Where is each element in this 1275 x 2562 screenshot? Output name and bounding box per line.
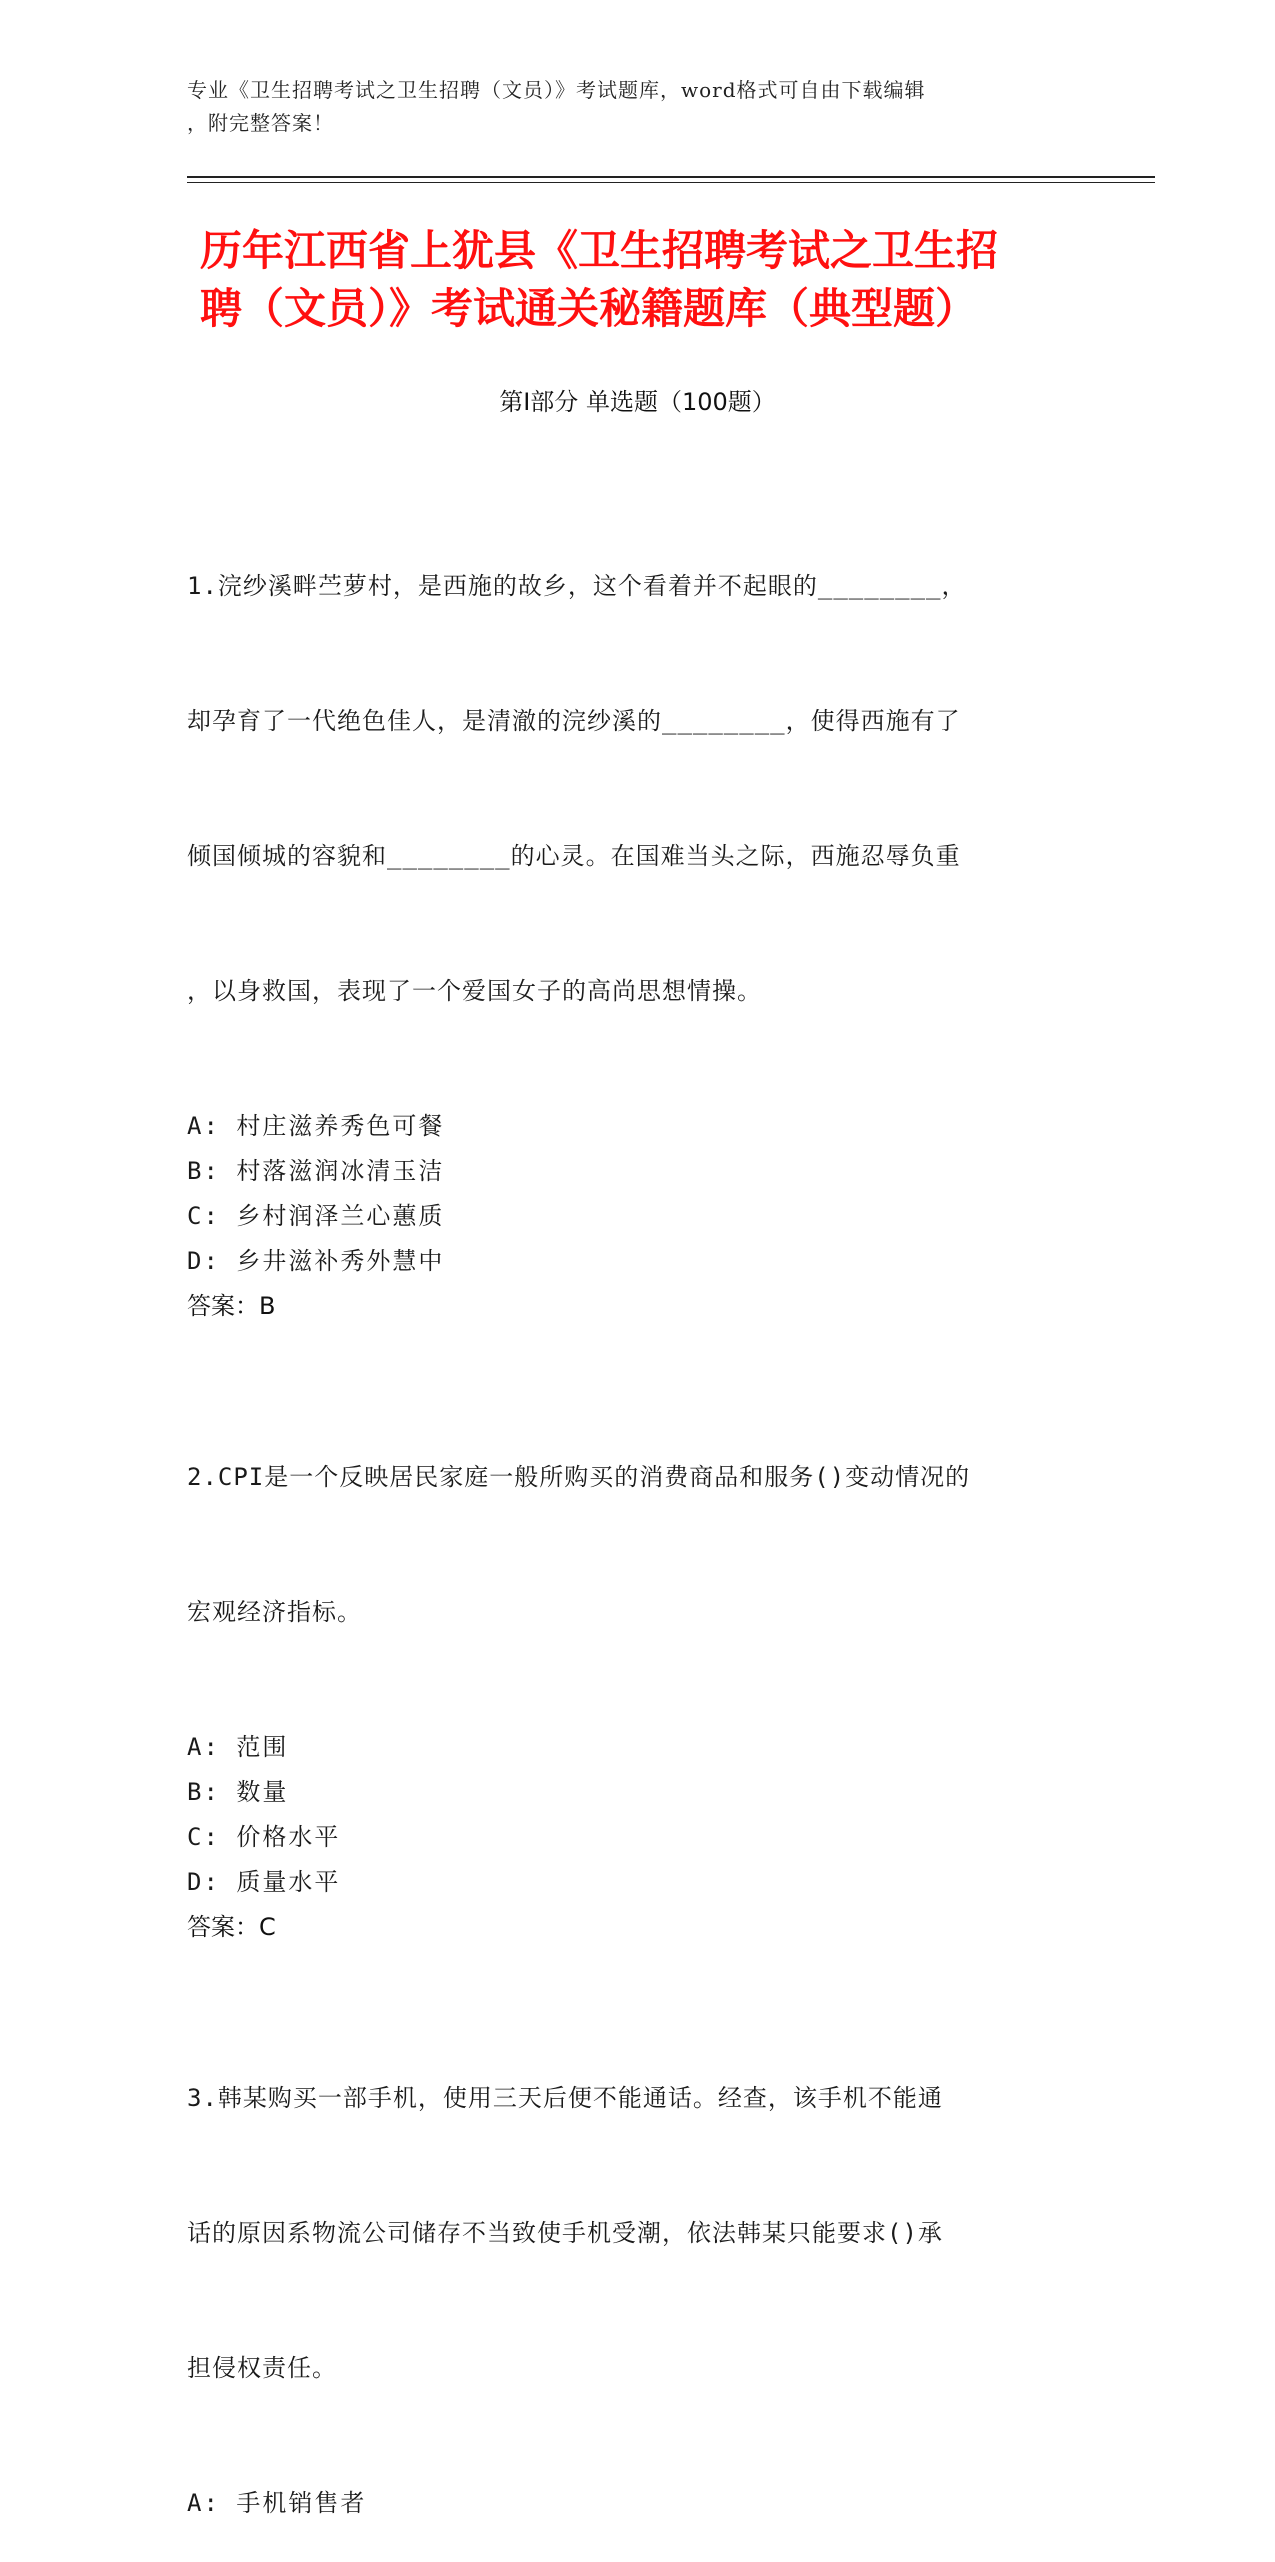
question-list [187, 474, 1087, 2562]
question-3-text [187, 1986, 1087, 2481]
page-title [200, 222, 1080, 338]
question-text-line: 宏观经济指标。 [187, 1598, 362, 1626]
question-2-option-a: A: 范围 [187, 1733, 289, 1761]
question-text-line: ，以身救国，表现了一个爱国女子的高尚思想情操。 [187, 977, 762, 1005]
question-1-option-c: C: 乡村润泽兰心蕙质 [187, 1202, 445, 1230]
question-2 [187, 1365, 1087, 1950]
header-note-line-1: 专业《卫生招聘考试之卫生招聘（文员）》考试题库，word格式可自由下载编辑 [187, 78, 926, 102]
page-title-line-2: 聘（文员）》考试通关秘籍题库（典型题） [200, 284, 978, 333]
question-3-option-a: A: 手机销售者 [187, 2489, 367, 2517]
page-title-line-1: 历年江西省上犹县《卫生招聘考试之卫生招 [200, 226, 999, 275]
section-heading: 第Ⅰ部分 单选题（100题） [499, 388, 776, 416]
question-2-answer: 答案：C [187, 1913, 276, 1941]
question-1-text [187, 474, 1087, 1104]
question-2-option-c: C: 价格水平 [187, 1823, 341, 1851]
question-2-text [187, 1365, 1087, 1725]
question-text-line: 1.浣纱溪畔苎萝村，是西施的故乡，这个看着并不起眼的________， [187, 572, 967, 600]
header-note [187, 74, 1087, 140]
question-1-option-a: A: 村庄滋养秀色可餐 [187, 1112, 445, 1140]
question-1 [187, 474, 1087, 1329]
question-text-line: 话的原因系物流公司储存不当致使手机受潮，依法韩某只能要求()承 [187, 2219, 943, 2247]
header-divider-thin [187, 182, 1155, 183]
question-text-line: 却孕育了一代绝色佳人，是清澈的浣纱溪的________，使得西施有了 [187, 707, 961, 735]
question-3 [187, 1986, 1087, 2526]
question-2-option-b: B: 数量 [187, 1778, 289, 1806]
question-1-option-b: B: 村落滋润冰清玉洁 [187, 1157, 445, 1185]
question-text-line: 3.韩某购买一部手机，使用三天后便不能通话。经查，该手机不能通 [187, 2084, 943, 2112]
question-text-line: 2.CPI是一个反映居民家庭一般所购买的消费商品和服务()变动情况的 [187, 1463, 971, 1491]
header-divider-thick [187, 176, 1155, 178]
header-note-line-2: ，附完整答案！ [187, 111, 334, 135]
question-1-answer: 答案：B [187, 1292, 276, 1320]
question-2-option-d: D: 质量水平 [187, 1868, 341, 1896]
question-1-option-d: D: 乡井滋补秀外慧中 [187, 1247, 445, 1275]
question-text-line: 担侵权责任。 [187, 2354, 337, 2382]
question-text-line: 倾国倾城的容貌和________的心灵。在国难当头之际，西施忍辱负重 [187, 842, 961, 870]
